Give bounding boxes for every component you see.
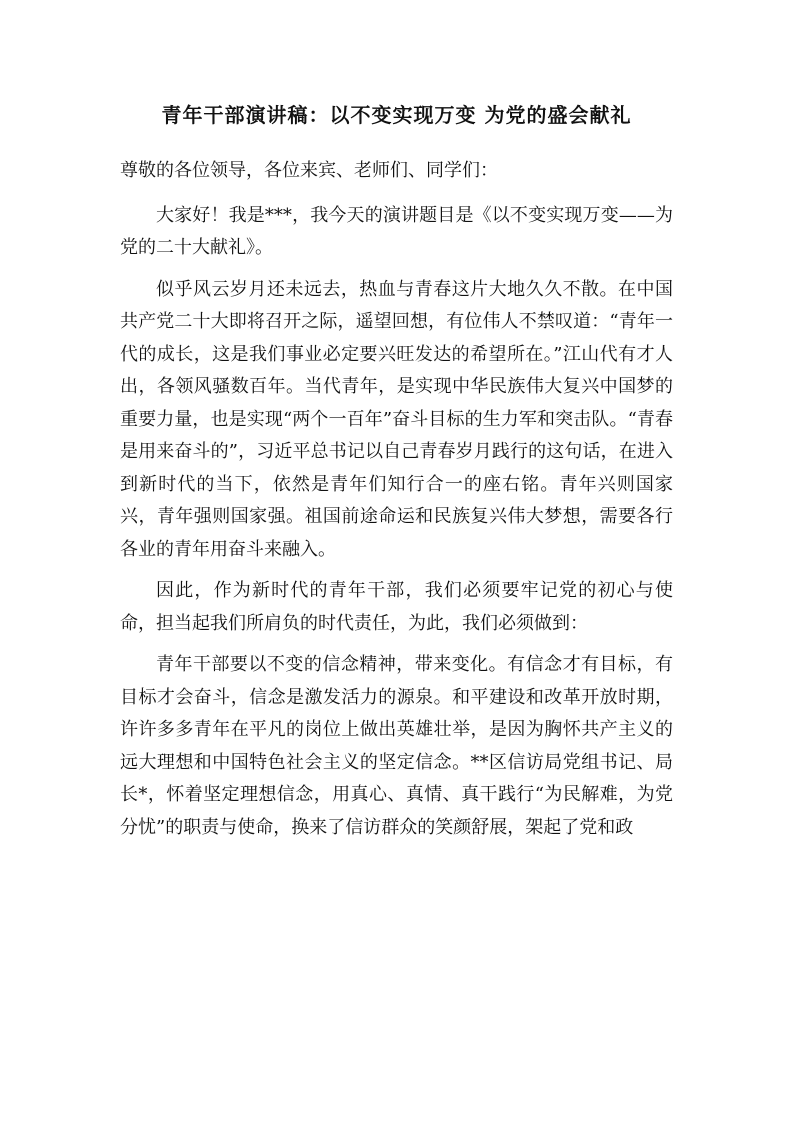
paragraph-youth-era: 似乎风云岁月还未远去，热血与青春这片大地久久不散。在中国共产党二十大即将召开之际，遥望回想，有位伟人不禁叹道：“青年一代的成长，这是我们事业必定要兴旺发达的希望所在。”江山代有才人出，各领风骚数百年。当代青年，是实现中华民族伟大复兴中国梦的重要力量，也是实现“两个一百年”奋斗目标的生力军和突击队。“青春是用来奋斗的”，习近平总书记以自己青春岁月践行的这句话，在进入到新时代的当下，依然是青年们知行合一的座右铭。青年兴则国家兴，青年强则国家强。祖国前途命运和民族复兴伟大梦想，需要各行各业的青年用奋斗来融入。 xyxy=(120,278,673,560)
paragraph-therefore: 因此，作为新时代的青年干部，我们必须要牢记党的初心与使命，担当起我们所肩负的时代责任，为此，我们必须做到： xyxy=(120,580,673,634)
document-title: 青年干部演讲稿：以不变实现万变 为党的盛会献礼 xyxy=(161,103,632,127)
document-body xyxy=(120,155,673,853)
salutation: 尊敬的各位领导，各位来宾、老师们、同学们： xyxy=(120,160,498,181)
paragraph-belief: 青年干部要以不变的信念精神，带来变化。有信念才有目标，有目标才会奋斗，信念是激发活力的源泉。和平建设和改革开放时期，许许多多青年在平凡的岗位上做出英雄壮举，是因为胸怀共产主义的远大理想和中国特色社会主义的坚定信念。**区信访局党组书记、局长*，怀着坚定理想信念，用真心、真情、真干践行“为民解难，为党分忧”的职责与使命，换来了信访群众的笑颜舒展，架起了党和政 xyxy=(120,654,673,838)
paragraph-greeting: 大家好！我是***，我今天的演讲题目是《以不变实现万变——为党的二十大献礼》。 xyxy=(120,204,673,258)
